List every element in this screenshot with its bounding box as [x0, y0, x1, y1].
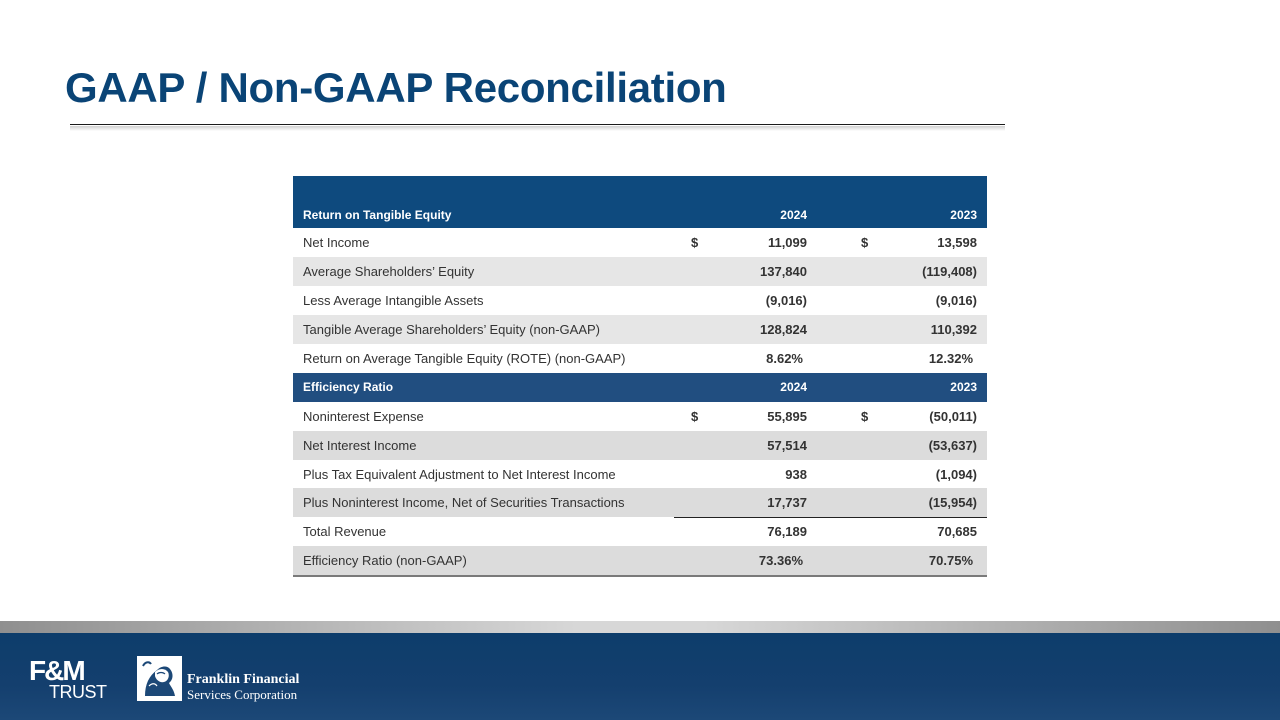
currency-symbol: $	[861, 235, 869, 250]
rote-header-row	[293, 176, 987, 228]
value-2023: (50,011)	[929, 409, 977, 424]
value-2024: 8.62%	[766, 351, 803, 366]
table-row	[293, 460, 987, 488]
row-label: Tangible Average Shareholders’ Equity (non-GAAP)	[303, 322, 601, 337]
value-2024: 76,189	[767, 524, 807, 539]
table-row	[293, 228, 987, 257]
table-row	[293, 257, 987, 286]
value-2024: 55,895	[767, 409, 807, 424]
currency-symbol: $	[861, 409, 869, 424]
efficiency-header-label: Efficiency Ratio	[303, 380, 394, 394]
rote-header-col-2023: 2023	[950, 208, 977, 222]
table-row	[293, 546, 987, 577]
table-row	[293, 315, 987, 344]
ffs-name-line1: Franklin Financial	[187, 672, 300, 687]
title-divider-shadow	[70, 126, 1005, 131]
value-2024: 938	[785, 467, 807, 482]
table-row-total	[293, 517, 987, 546]
value-2023: 12.32%	[928, 351, 973, 366]
fm-logo-wordmark: TRUST	[49, 682, 107, 702]
rote-header-label: Return on Tangible Equity	[303, 208, 452, 222]
fm-trust-logo	[29, 656, 109, 702]
table-row	[293, 402, 987, 431]
value-2023: 110,392	[930, 322, 977, 337]
currency-symbol: $	[691, 235, 699, 250]
row-label: Plus Tax Equivalent Adjustment to Net Interest Income	[303, 467, 616, 482]
table-row	[293, 344, 987, 373]
row-label: Less Average Intangible Assets	[303, 293, 484, 308]
row-label: Average Shareholders’ Equity	[303, 264, 475, 279]
table-row	[293, 488, 987, 517]
value-2023: 13,598	[937, 235, 977, 250]
value-2024: (9,016)	[765, 293, 807, 308]
value-2024: 11,099	[767, 235, 807, 250]
rote-header-col-2024: 2024	[780, 208, 807, 222]
value-2023: (15,954)	[928, 495, 977, 510]
value-2023: (9,016)	[935, 293, 977, 308]
table-row	[293, 431, 987, 460]
value-2023: (53,637)	[928, 438, 977, 453]
row-label: Return on Average Tangible Equity (ROTE) (non-GAAP)	[303, 351, 626, 366]
row-label: Noninterest Expense	[303, 409, 424, 424]
value-2024: 128,824	[760, 322, 807, 337]
franklin-portrait-icon	[137, 656, 182, 701]
reconciliation-table	[293, 176, 987, 577]
page-title: GAAP / Non-GAAP Reconciliation	[65, 64, 727, 111]
value-2023: (1,094)	[935, 467, 977, 482]
value-2024: 57,514	[767, 438, 807, 453]
efficiency-header-col-2023: 2023	[950, 380, 977, 394]
table-row	[293, 286, 987, 315]
value-2023: (119,408)	[922, 264, 977, 279]
value-2024: 17,737	[767, 495, 807, 510]
row-label: Efficiency Ratio (non-GAAP)	[303, 553, 467, 568]
value-2024: 73.36%	[758, 553, 803, 568]
currency-symbol: $	[691, 409, 699, 424]
row-label: Plus Noninterest Income, Net of Securities Transactions	[303, 495, 625, 510]
efficiency-header-col-2024: 2024	[780, 380, 807, 394]
row-label: Net Interest Income	[303, 438, 417, 453]
value-2023: 70,685	[937, 524, 977, 539]
footer-divider-band	[0, 621, 1280, 633]
franklin-financial-wordmark	[187, 672, 299, 702]
fm-logo-mark: F&M	[29, 655, 84, 686]
value-2023: 70.75%	[928, 553, 973, 568]
title-divider	[70, 124, 1005, 125]
subtotal-rule	[674, 517, 987, 518]
value-2024: 137,840	[760, 264, 807, 279]
efficiency-header-row	[293, 373, 987, 402]
row-label: Net Income	[303, 235, 370, 250]
row-label: Total Revenue	[303, 524, 387, 539]
ffs-name-line2: Services Corporation	[187, 687, 298, 702]
